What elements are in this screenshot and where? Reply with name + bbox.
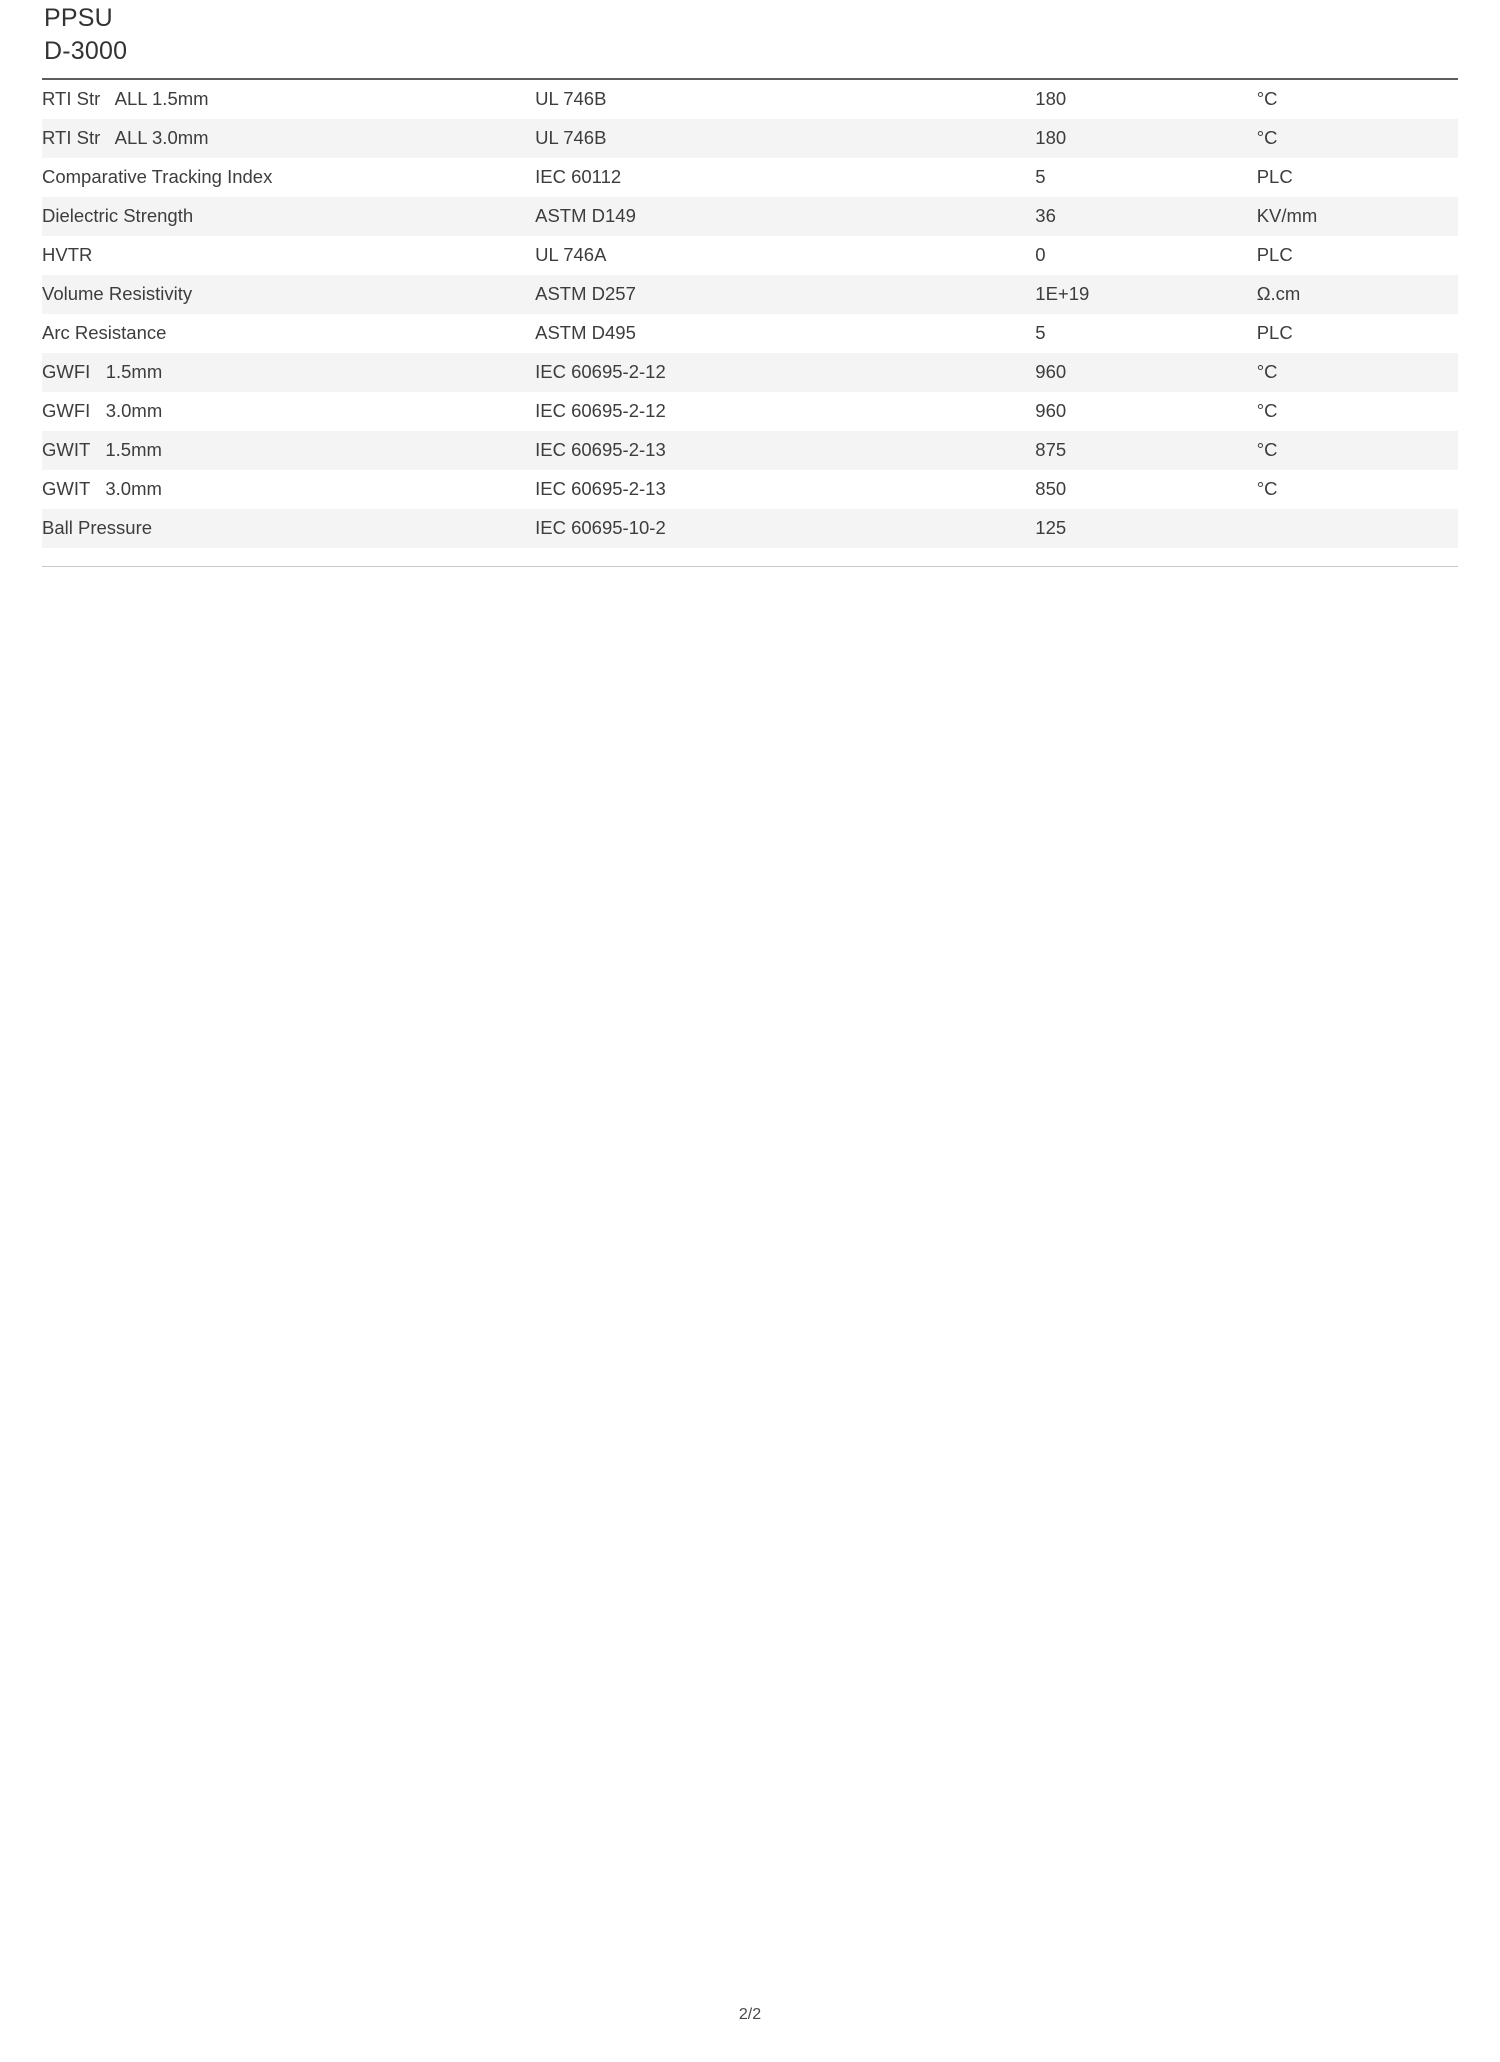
table-row: [42, 509, 1458, 548]
unit-cell: °C: [1257, 431, 1458, 470]
table-row: [42, 314, 1458, 353]
property-cell: [42, 275, 535, 314]
property-cell: [42, 119, 535, 158]
property-cell: [42, 353, 535, 392]
property-label: GWIT 1.5mm: [42, 439, 162, 460]
property-label: RTI Str ALL 3.0mm: [42, 127, 209, 148]
page-title-material: PPSU: [44, 4, 113, 32]
standard-cell: IEC 60695-2-12: [535, 400, 666, 421]
unit-cell: PLC: [1256, 322, 1293, 343]
table-row: [42, 275, 1458, 314]
table-row: [42, 236, 1458, 275]
unit-cell: PLC: [1256, 244, 1293, 265]
standard-cell: IEC 60112: [535, 166, 622, 187]
value-cell: 1E+19: [1035, 275, 1256, 314]
table-row: [42, 80, 1458, 119]
value-cell: 180: [1035, 88, 1067, 109]
standard-cell: ASTM D149: [535, 197, 1035, 236]
unit-cell: [1257, 509, 1458, 548]
table-row: [42, 119, 1458, 158]
property-cell: [42, 80, 535, 119]
standard-cell: UL 746B: [535, 88, 607, 109]
property-cell: [42, 236, 535, 275]
table-row: [42, 353, 1458, 392]
table-row: [42, 431, 1458, 470]
value-cell: 960: [1035, 400, 1067, 421]
value-cell: 125: [1035, 509, 1256, 548]
property-cell: [42, 431, 535, 470]
page-title-grade: D-3000: [44, 37, 128, 65]
standard-cell: ASTM D495: [535, 322, 636, 343]
property-cell: [42, 509, 535, 548]
value-cell: 960: [1035, 353, 1256, 392]
table-row: [42, 158, 1458, 197]
property-cell: [42, 392, 535, 431]
specification-table: [42, 80, 1458, 548]
unit-cell: PLC: [1256, 166, 1293, 187]
unit-cell: °C: [1256, 478, 1278, 499]
property-cell: [42, 314, 535, 353]
standard-cell: IEC 60695-10-2: [535, 509, 1035, 548]
table-row: [42, 470, 1458, 509]
unit-cell: °C: [1257, 119, 1458, 158]
table-row: [42, 197, 1458, 236]
property-cell: [42, 470, 535, 509]
table-row: [42, 392, 1458, 431]
property-label: Comparative Tracking Index: [42, 166, 273, 187]
property-label: Dielectric Strength: [42, 205, 194, 226]
unit-cell: Ω.cm: [1257, 275, 1458, 314]
standard-cell: UL 746B: [535, 119, 1035, 158]
value-cell: 180: [1035, 119, 1256, 158]
standard-cell: UL 746A: [535, 244, 607, 265]
unit-cell: °C: [1257, 353, 1458, 392]
standard-cell: IEC 60695-2-12: [535, 353, 1035, 392]
property-label: Volume Resistivity: [42, 283, 193, 304]
value-cell: 5: [1035, 166, 1046, 187]
standard-cell: IEC 60695-2-13: [535, 478, 666, 499]
value-cell: 875: [1035, 431, 1256, 470]
specification-table-body: [42, 80, 1458, 548]
unit-cell: °C: [1256, 88, 1278, 109]
value-cell: 36: [1035, 197, 1256, 236]
page-number: 2/2: [738, 2006, 762, 2023]
property-label: HVTR: [42, 244, 93, 265]
property-label: GWFI 3.0mm: [42, 400, 163, 421]
property-label: GWFI 1.5mm: [42, 361, 163, 382]
property-cell: [42, 158, 535, 197]
table-bottom-divider: [42, 566, 1458, 567]
value-cell: 850: [1035, 478, 1067, 499]
unit-cell: °C: [1256, 400, 1278, 421]
value-cell: 5: [1035, 322, 1046, 343]
standard-cell: ASTM D257: [535, 275, 1035, 314]
property-label: Ball Pressure: [42, 517, 153, 538]
property-label: RTI Str ALL 1.5mm: [42, 88, 209, 109]
unit-cell: KV/mm: [1257, 197, 1458, 236]
value-cell: 0: [1035, 244, 1046, 265]
document-header: [42, 0, 1458, 68]
property-label: Arc Resistance: [42, 322, 167, 343]
property-cell: [42, 197, 535, 236]
property-label: GWIT 3.0mm: [42, 478, 162, 499]
standard-cell: IEC 60695-2-13: [535, 431, 1035, 470]
